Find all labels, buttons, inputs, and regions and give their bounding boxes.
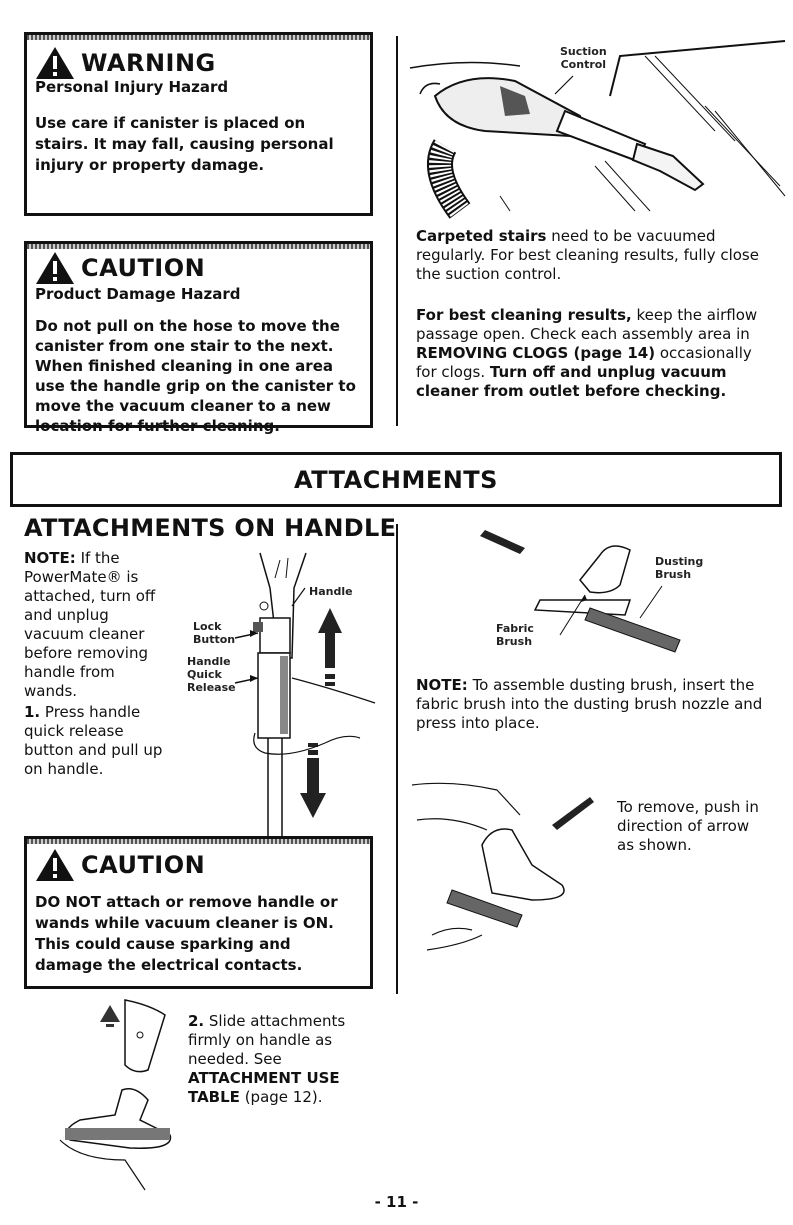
turn-off-warning: Turn off and unplug vacuum cleaner from outlet before checking. bbox=[416, 363, 727, 400]
attachments-banner-title: ATTACHMENTS bbox=[294, 465, 498, 494]
removing-clogs-ref: REMOVING CLOGS (page 14) bbox=[416, 344, 656, 362]
warning-triangle-icon bbox=[35, 848, 75, 882]
step-2-page-ref: (page 12). bbox=[239, 1088, 323, 1106]
handle-label: Handle bbox=[309, 585, 353, 598]
best-cleaning-bold: For best cleaning results, bbox=[416, 306, 632, 324]
handle-note bbox=[24, 549, 164, 701]
dusting-note-label: NOTE: bbox=[416, 676, 468, 694]
quick-release-line3: Release bbox=[187, 681, 236, 694]
step-2 bbox=[188, 1012, 358, 1107]
caution-2-header bbox=[35, 848, 362, 882]
fabric-brush-label bbox=[496, 622, 534, 648]
attachments-on-handle-heading: ATTACHMENTS ON HANDLE bbox=[24, 514, 397, 542]
caution-2-text: DO NOT attach or remove handle or wands while vacuum cleaner is ON. This could cause sparking and damage the electrical contacts. bbox=[35, 893, 338, 974]
best-cleaning-paragraph bbox=[416, 306, 776, 401]
dusting-note-text: To assemble dusting brush, insert the fabric brush into the dusting brush nozzle and press into place. bbox=[416, 676, 763, 732]
dusting-label-line2: Brush bbox=[655, 568, 692, 581]
caution-box-product-damage bbox=[24, 241, 373, 435]
caution-box-electrical bbox=[24, 836, 373, 989]
dusting-brush-note bbox=[416, 676, 776, 733]
suction-label-line2: Control bbox=[560, 58, 607, 71]
quick-release-line1: Handle bbox=[187, 655, 231, 668]
caution-subtitle: Product Damage Hazard bbox=[35, 285, 241, 303]
lock-label-line1: Lock bbox=[193, 620, 222, 633]
warning-subtitle: Personal Injury Hazard bbox=[35, 78, 229, 96]
attachments-banner bbox=[10, 452, 782, 507]
carpeted-stairs-paragraph bbox=[416, 227, 761, 284]
carpeted-stairs-text: need to be vacuumed regularly. For best cleaning results, fully close the suction control. bbox=[416, 227, 759, 283]
lock-button-label bbox=[193, 620, 235, 646]
dusting-brush-handle-illustration bbox=[40, 990, 180, 1190]
caution-text: Do not pull on the hose to move the canister from one stair to the next. When finished cleaning in one area use the handle grip on the canister to move the vacuum cleaner to a new location for further cleaning. bbox=[35, 317, 356, 435]
step-1 bbox=[24, 703, 164, 779]
remove-instructions: To remove, push in direction of arrow as shown. bbox=[617, 798, 759, 854]
step-1-number: 1. bbox=[24, 703, 41, 721]
dusting-label-line1: Dusting bbox=[655, 555, 704, 568]
handle-note-label: NOTE: bbox=[24, 549, 76, 567]
step-2-text: Slide attachments firmly on handle as needed. See bbox=[188, 1012, 346, 1068]
attachment-use-table-ref: ATTACHMENT USE TABLE bbox=[188, 1069, 340, 1106]
carpeted-stairs-bold: Carpeted stairs bbox=[416, 227, 547, 245]
caution-title: CAUTION bbox=[81, 254, 206, 282]
lock-label-line2: Button bbox=[193, 633, 236, 646]
top-column-divider bbox=[396, 36, 398, 426]
warning-box bbox=[24, 32, 373, 216]
warning-text: Use care if canister is placed on stairs. It may fall, causing personal injury or property damage. bbox=[35, 114, 334, 174]
step-1-text: Press handle quick release button and pull up on handle. bbox=[24, 703, 163, 778]
suction-label-line1: Suction bbox=[560, 45, 607, 58]
caution-header bbox=[35, 251, 362, 285]
fabric-label-line2: Brush bbox=[496, 635, 533, 648]
handle-quick-release-label bbox=[187, 655, 236, 694]
warning-header bbox=[35, 46, 362, 80]
best-cleaning-text: keep the airflow passage open. Check each assembly area in bbox=[416, 306, 758, 343]
suction-control-label bbox=[560, 45, 607, 71]
warning-triangle-icon bbox=[35, 251, 75, 285]
step-2-number: 2. bbox=[188, 1012, 205, 1030]
dusting-brush-label bbox=[655, 555, 703, 581]
warning-triangle-icon bbox=[35, 46, 75, 80]
warning-title: WARNING bbox=[81, 49, 216, 77]
handle-note-text: If the PowerMate® is attached, turn off and unplug vacuum cleaner before removing handle from wands. bbox=[24, 549, 156, 700]
best-cleaning-text-2: occasionally for clogs. bbox=[416, 344, 752, 381]
remove-fabric-brush-illustration bbox=[412, 775, 612, 955]
caution-2-title: CAUTION bbox=[81, 851, 206, 879]
fabric-label-line1: Fabric bbox=[496, 622, 534, 635]
page-number: - 11 - bbox=[374, 1193, 419, 1211]
quick-release-line2: Quick bbox=[187, 668, 222, 681]
